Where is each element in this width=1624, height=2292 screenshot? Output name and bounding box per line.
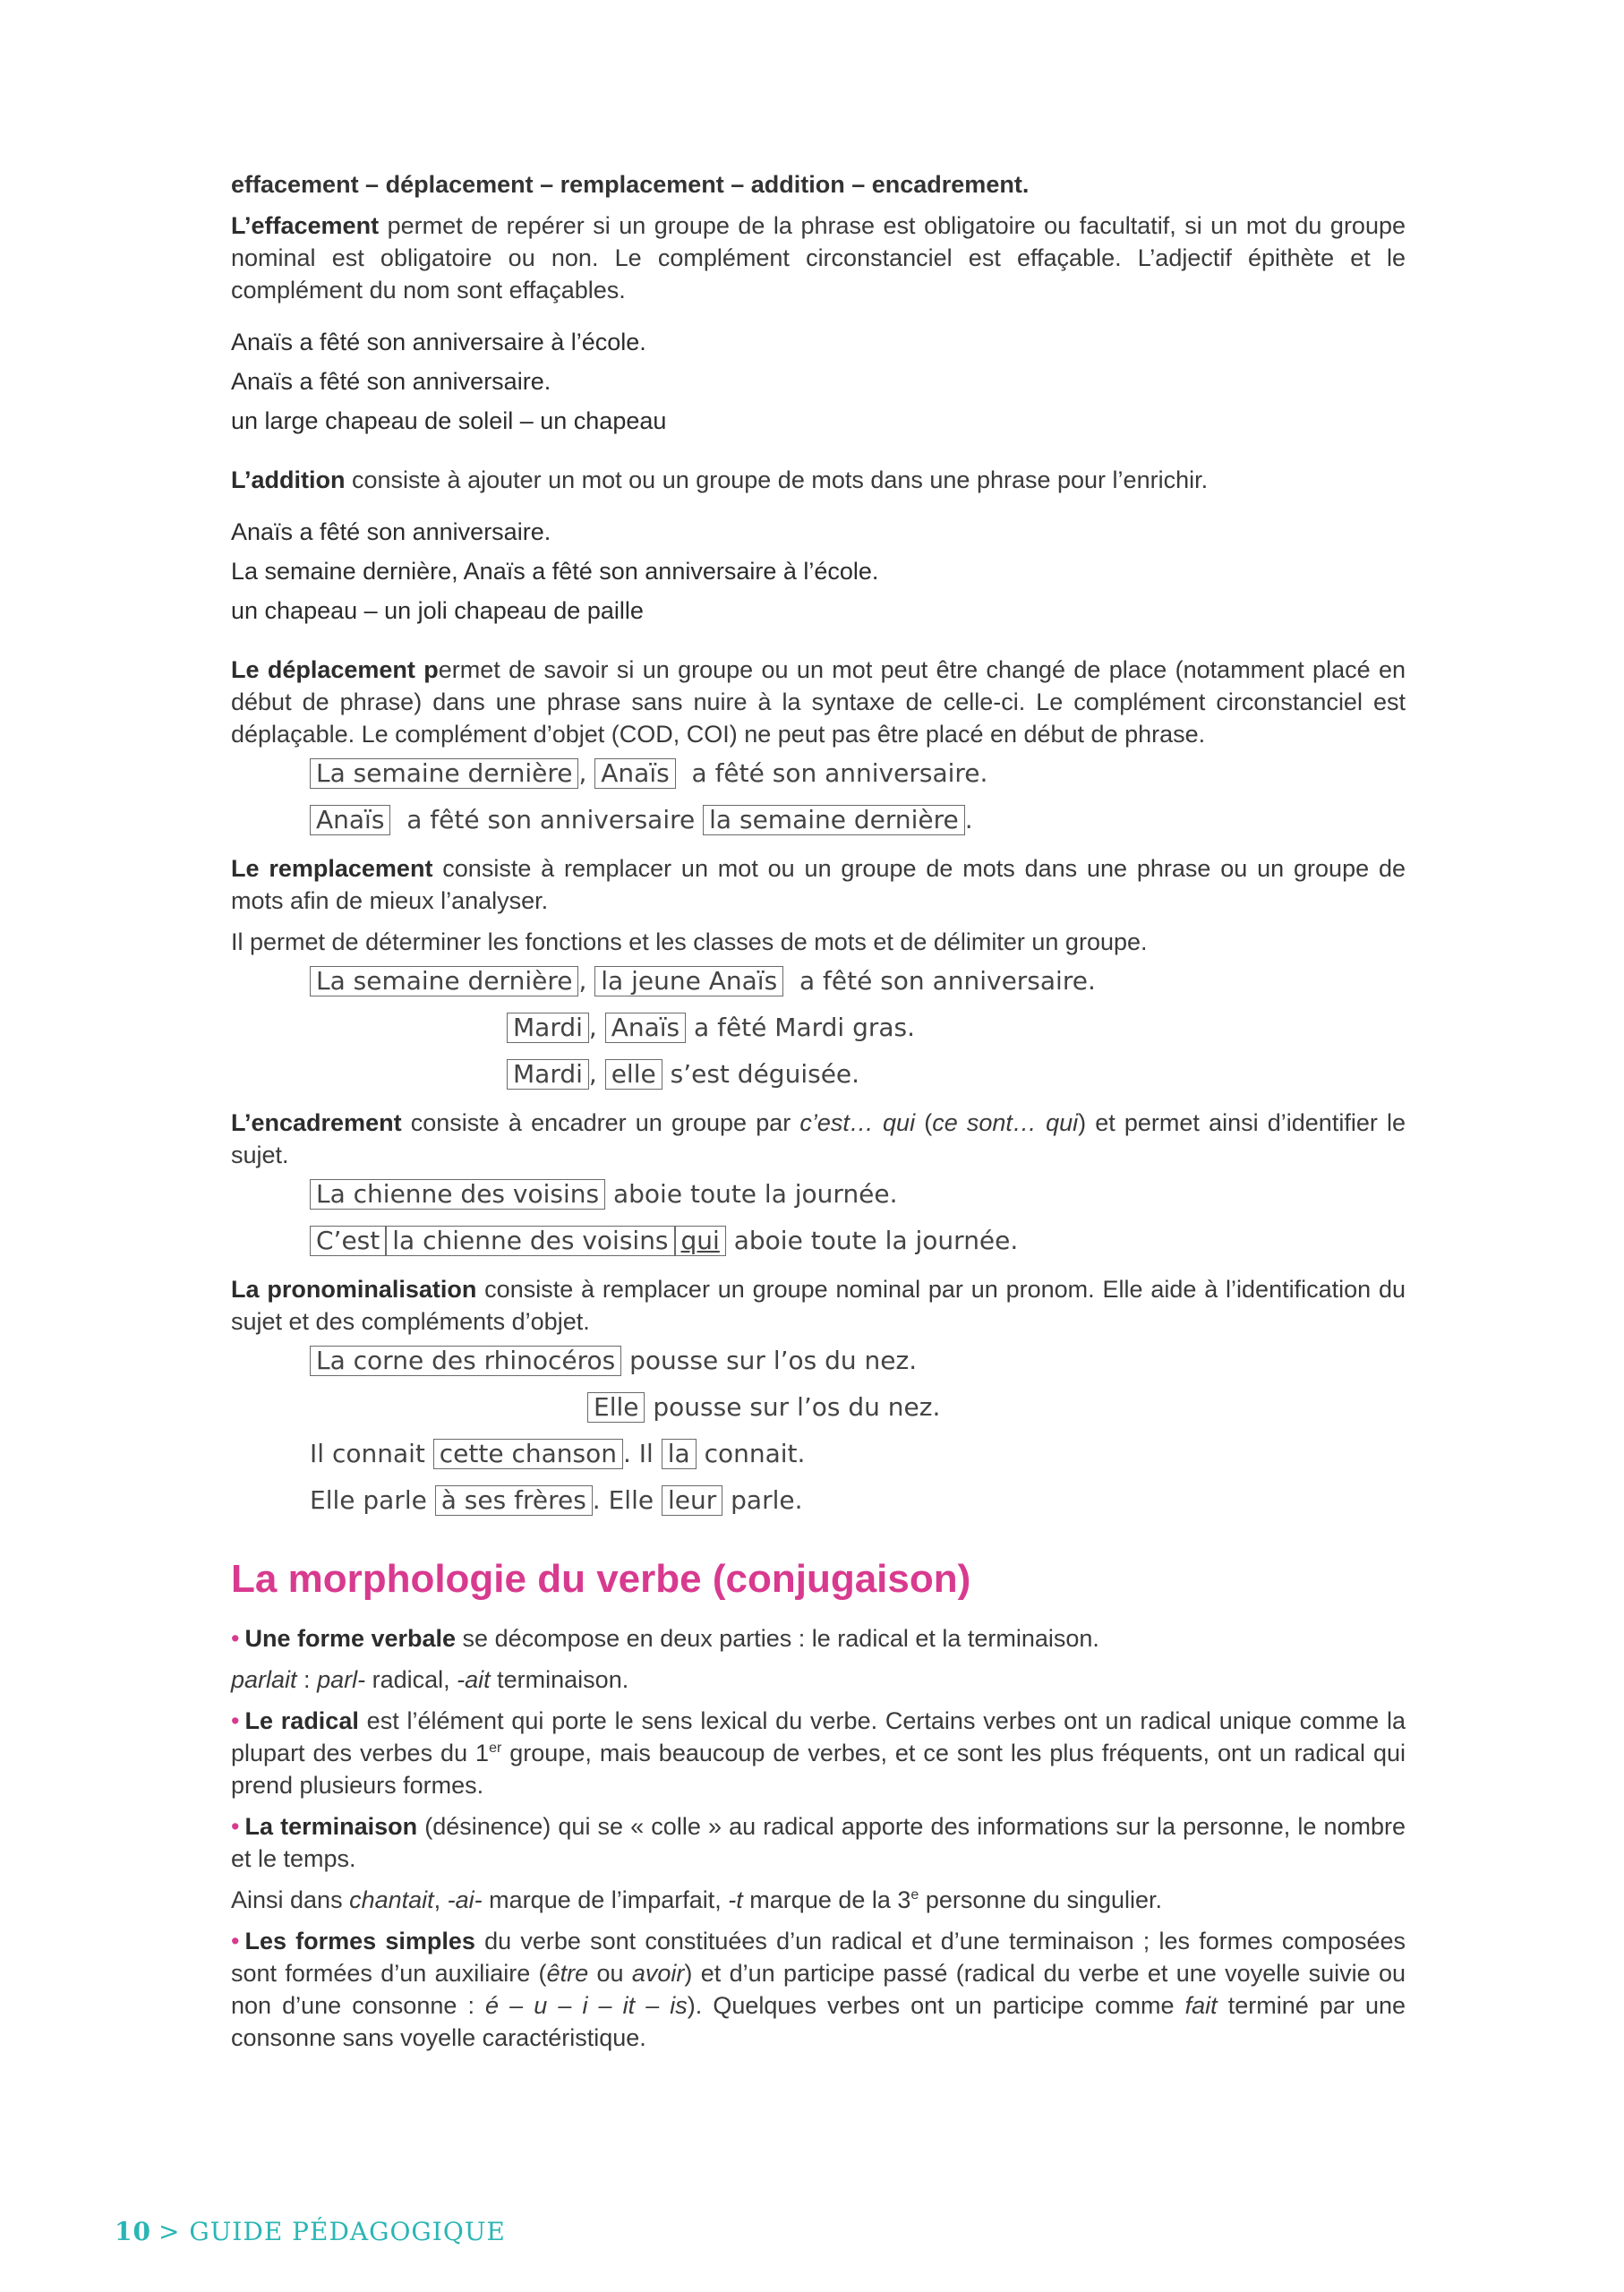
demo-row: Mardi , Anaïs a fêté Mardi gras.: [231, 1005, 1406, 1051]
morpho-paragraph-5: Ainsi dans chantait, -ai- marque de l’imparfait, -t marque de la 3e personne du singulier.: [231, 1886, 1163, 1913]
intro-list: effacement – déplacement – remplacement – addition – encadrement.: [231, 171, 1030, 198]
boxed-group: à ses frères: [435, 1485, 593, 1516]
remplacement-paragraph: Le remplacement consiste à remplacer un mot ou un groupe de mots dans une phrase ou un groupe de mots afin de mieux l’analyser.: [231, 855, 1406, 914]
boxed-group: La semaine dernière: [310, 966, 578, 996]
term-remplacement: Le remplacement: [231, 855, 433, 882]
demo-row: La semaine dernière , la jeune Anaïs a fêté son anniversaire.: [231, 958, 1406, 1005]
boxed-group: Mardi: [507, 1059, 589, 1090]
boxed-group: C’est: [310, 1226, 386, 1256]
encadrement-paragraph: L’encadrement consiste à encadrer un groupe par c’est… qui (ce sont… qui) et permet ainsi d’identifier le sujet.: [231, 1109, 1406, 1168]
term-addition: L’addition: [231, 466, 346, 493]
term-encadrement: L’encadrement: [231, 1109, 402, 1136]
example-line: Anaïs a fêté son anniversaire à l’école.: [231, 329, 646, 355]
morpho-paragraph-3: • Le radical est l’élément qui porte le sens lexical du verbe. Certains verbes ont un radical unique comme la plupart des verbes du 1er groupe, mais beaucoup de verbes, et ce sont les plus fréquents, ont un radical qui prend plusieurs formes.: [231, 1707, 1406, 1799]
remplacement-paragraph-2: Il permet de déterminer les fonctions et les classes de mots et de délimiter un groupe.: [231, 928, 1148, 955]
bullet-icon: •: [231, 1707, 240, 1734]
chevron-right-icon: >: [158, 2217, 181, 2246]
demo-row: C’est la chienne des voisins qui aboie toute la journée.: [231, 1218, 1406, 1264]
effacement-paragraph: L’effacement permet de repérer si un groupe de la phrase est obligatoire ou facultatif, si un mot du groupe nominal est obligatoire ou non. Le complément circonstanciel est effaçable. L’adjectif épithète et le complément du nom sont effaçables.: [231, 212, 1406, 304]
pronominalisation-demo: [231, 1338, 1406, 1524]
boxed-group: Anaïs: [594, 758, 675, 789]
example-line: un large chapeau de soleil – un chapeau: [231, 407, 667, 434]
encadrement-demo: [231, 1171, 1406, 1264]
demo-row: Anaïs a fêté son anniversaire la semaine dernière .: [231, 797, 1406, 843]
remplacement-demo: [231, 958, 1406, 1098]
boxed-group: la: [662, 1439, 697, 1469]
bullet-icon: •: [231, 1625, 240, 1652]
morpho-paragraph-2: parlait : parl- radical, -ait terminaison.: [231, 1666, 629, 1693]
page-content: [231, 168, 1406, 2054]
effacement-examples: [231, 326, 1406, 437]
bullet-icon: •: [231, 1813, 240, 1840]
boxed-group: la chienne des voisins: [386, 1226, 674, 1256]
morpho-paragraph-6: • Les formes simples du verbe sont constituées d’un radical et d’une terminaison ; les formes composées sont formées d’un auxiliaire (être ou avoir) et d’un participe passé (radical du verbe et une voyelle suivie ou non d’une consonne : é – u – i – it – is). Quelques verbes ont un participe comme fait terminé par une consonne sans voyelle caractéristique.: [231, 1928, 1406, 2051]
example-line: La semaine dernière, Anaïs a fêté son anniversaire à l’école.: [231, 558, 879, 585]
page-footer: [115, 2217, 506, 2246]
term-effacement: L’effacement: [231, 212, 380, 239]
example-line: Anaïs a fêté son anniversaire.: [231, 518, 551, 545]
section-title: La morphologie du verbe (conjugaison): [231, 1557, 971, 1601]
deplacement-demo: [231, 750, 1406, 843]
boxed-group: La corne des rhinocéros: [310, 1346, 621, 1376]
boxed-group: elle: [605, 1059, 662, 1090]
boxed-group: la semaine dernière: [703, 805, 965, 835]
term-deplacement: Le déplacement p: [231, 656, 439, 683]
demo-row: La corne des rhinocéros pousse sur l’os du nez.: [231, 1338, 1406, 1384]
boxed-group: La chienne des voisins: [310, 1179, 605, 1210]
demo-row: Elle pousse sur l’os du nez.: [231, 1384, 1406, 1431]
page-number: 10: [115, 2217, 151, 2246]
boxed-group: La semaine dernière: [310, 758, 578, 789]
boxed-group: leur: [662, 1485, 722, 1516]
boxed-group: cette chanson: [433, 1439, 623, 1469]
demo-row: La chienne des voisins aboie toute la journée.: [231, 1171, 1406, 1218]
demo-row: Il connait cette chanson . Il la connait.: [310, 1439, 806, 1468]
boxed-group: qui: [675, 1226, 726, 1256]
example-line: un chapeau – un joli chapeau de paille: [231, 597, 644, 624]
addition-paragraph: L’addition consiste à ajouter un mot ou un groupe de mots dans une phrase pour l’enrichir.: [231, 466, 1209, 493]
boxed-group: Anaïs: [605, 1013, 686, 1043]
term-pronominalisation: La pronominalisation: [231, 1276, 477, 1303]
example-line: Anaïs a fêté son anniversaire.: [231, 368, 551, 395]
bullet-icon: •: [231, 1928, 240, 1954]
morpho-paragraph-1: • Une forme verbale se décompose en deux parties : le radical et la terminaison.: [231, 1625, 1099, 1652]
boxed-group: Anaïs: [310, 805, 390, 835]
footer-label: GUIDE PÉDAGOGIQUE: [189, 2217, 506, 2246]
demo-row: Mardi , elle s’est déguisée.: [231, 1051, 1406, 1098]
demo-row: Elle parle à ses frères . Elle leur parle.: [310, 1485, 803, 1515]
demo-row: La semaine dernière , Anaïs a fêté son anniversaire.: [231, 750, 1406, 797]
boxed-group: la jeune Anaïs: [594, 966, 783, 996]
boxed-group: Elle: [587, 1392, 645, 1423]
morpho-paragraph-4: • La terminaison (désinence) qui se « colle » au radical apporte des informations sur la personne, le nombre et le temps.: [231, 1813, 1406, 1872]
boxed-group: Mardi: [507, 1013, 589, 1043]
pronominalisation-paragraph: La pronominalisation consiste à remplacer un groupe nominal par un pronom. Elle aide à l’identification du sujet et des compléments d’objet.: [231, 1276, 1406, 1335]
deplacement-paragraph: Le déplacement permet de savoir si un groupe ou un mot peut être changé de place (notamment placé en début de phrase) dans une phrase sans nuire à la syntaxe de celle-ci. Le complément circonstanciel est déplaçable. Le complément d’objet (COD, COI) ne peut pas être placé en début de phrase.: [231, 656, 1406, 748]
addition-examples: [231, 516, 1406, 627]
